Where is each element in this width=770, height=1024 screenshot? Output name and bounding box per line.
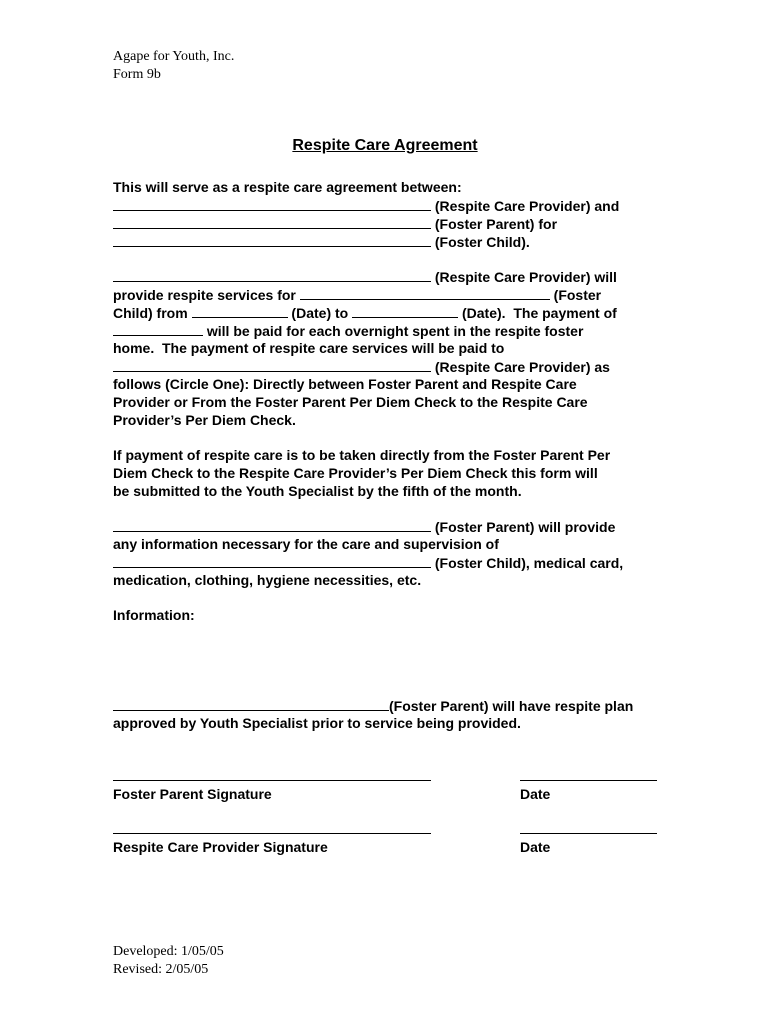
start-date-blank[interactable] (192, 303, 288, 318)
end-date-blank[interactable] (352, 303, 458, 318)
foster-parent-name-blank-2[interactable] (113, 517, 431, 532)
payee-provider-blank[interactable] (113, 357, 431, 372)
form-number: Form 9b (113, 67, 161, 82)
intro-provider-line: (Respite Care Provider) and (113, 196, 619, 215)
foster-child-name-blank-2[interactable] (113, 553, 431, 568)
para1-line: (Respite Care Provider) as (113, 357, 610, 376)
provider-signature-line[interactable] (113, 833, 431, 834)
provider-name-blank-2[interactable] (113, 267, 431, 282)
para1-line: Child) from (Date) to (Date). The payment of (113, 305, 617, 321)
intro-child-line: (Foster Child). (113, 232, 530, 251)
service-recipient-blank[interactable] (300, 285, 550, 300)
para4-line: (Foster Parent) will have respite plan (113, 696, 633, 715)
foster-parent-date-line[interactable] (520, 780, 657, 781)
foster-parent-signature-line[interactable] (113, 780, 431, 781)
para1-line: follows (Circle One): Directly between Foster Parent and Respite Care (113, 376, 577, 392)
para1-line: Provider or From the Foster Parent Per Diem Check to the Respite Care (113, 394, 588, 410)
para2-line: Diem Check to the Respite Care Provider’s Per Diem Check this form will (113, 465, 598, 481)
org-name: Agape for Youth, Inc. (113, 49, 235, 64)
provider-name-blank[interactable] (113, 196, 431, 211)
para3-line: medication, clothing, hygiene necessities, etc. (113, 572, 422, 588)
para3-line: (Foster Parent) will provide (113, 517, 615, 536)
foster-parent-signature-label: Foster Parent Signature (113, 786, 272, 802)
page-title: Respite Care Agreement (292, 137, 478, 154)
para1-line: home. The payment of respite care services will be paid to (113, 340, 505, 356)
para4-line: approved by Youth Specialist prior to service being provided. (113, 715, 521, 731)
foster-child-name-blank[interactable] (113, 232, 431, 247)
intro-line: This will serve as a respite care agreement between: (113, 179, 462, 195)
information-label: Information: (113, 607, 195, 623)
para1-line: will be paid for each overnight spent in the respite foster (113, 321, 583, 340)
foster-parent-name-blank-3[interactable] (113, 696, 389, 711)
para1-line: provide respite services for (Foster (113, 287, 602, 303)
para1-line: (Respite Care Provider) will (113, 267, 617, 286)
para3-line: any information necessary for the care and supervision of (113, 536, 499, 552)
date-label: Date (520, 839, 551, 855)
developed-date: Developed: 1/05/05 (113, 944, 224, 959)
para1-line: Provider’s Per Diem Check. (113, 412, 296, 428)
information-field[interactable] (113, 628, 658, 688)
para2-line: be submitted to the Youth Specialist by the fifth of the month. (113, 483, 522, 499)
payment-amount-blank[interactable] (113, 321, 203, 336)
revised-date: Revised: 2/05/05 (113, 962, 209, 977)
para3-line: (Foster Child), medical card, (113, 553, 623, 572)
provider-signature-label: Respite Care Provider Signature (113, 839, 328, 855)
date-label: Date (520, 786, 551, 802)
provider-date-line[interactable] (520, 833, 657, 834)
intro-parent-line: (Foster Parent) for (113, 214, 557, 233)
foster-parent-name-blank[interactable] (113, 214, 431, 229)
para2-line: If payment of respite care is to be taken directly from the Foster Parent Per (113, 447, 611, 463)
